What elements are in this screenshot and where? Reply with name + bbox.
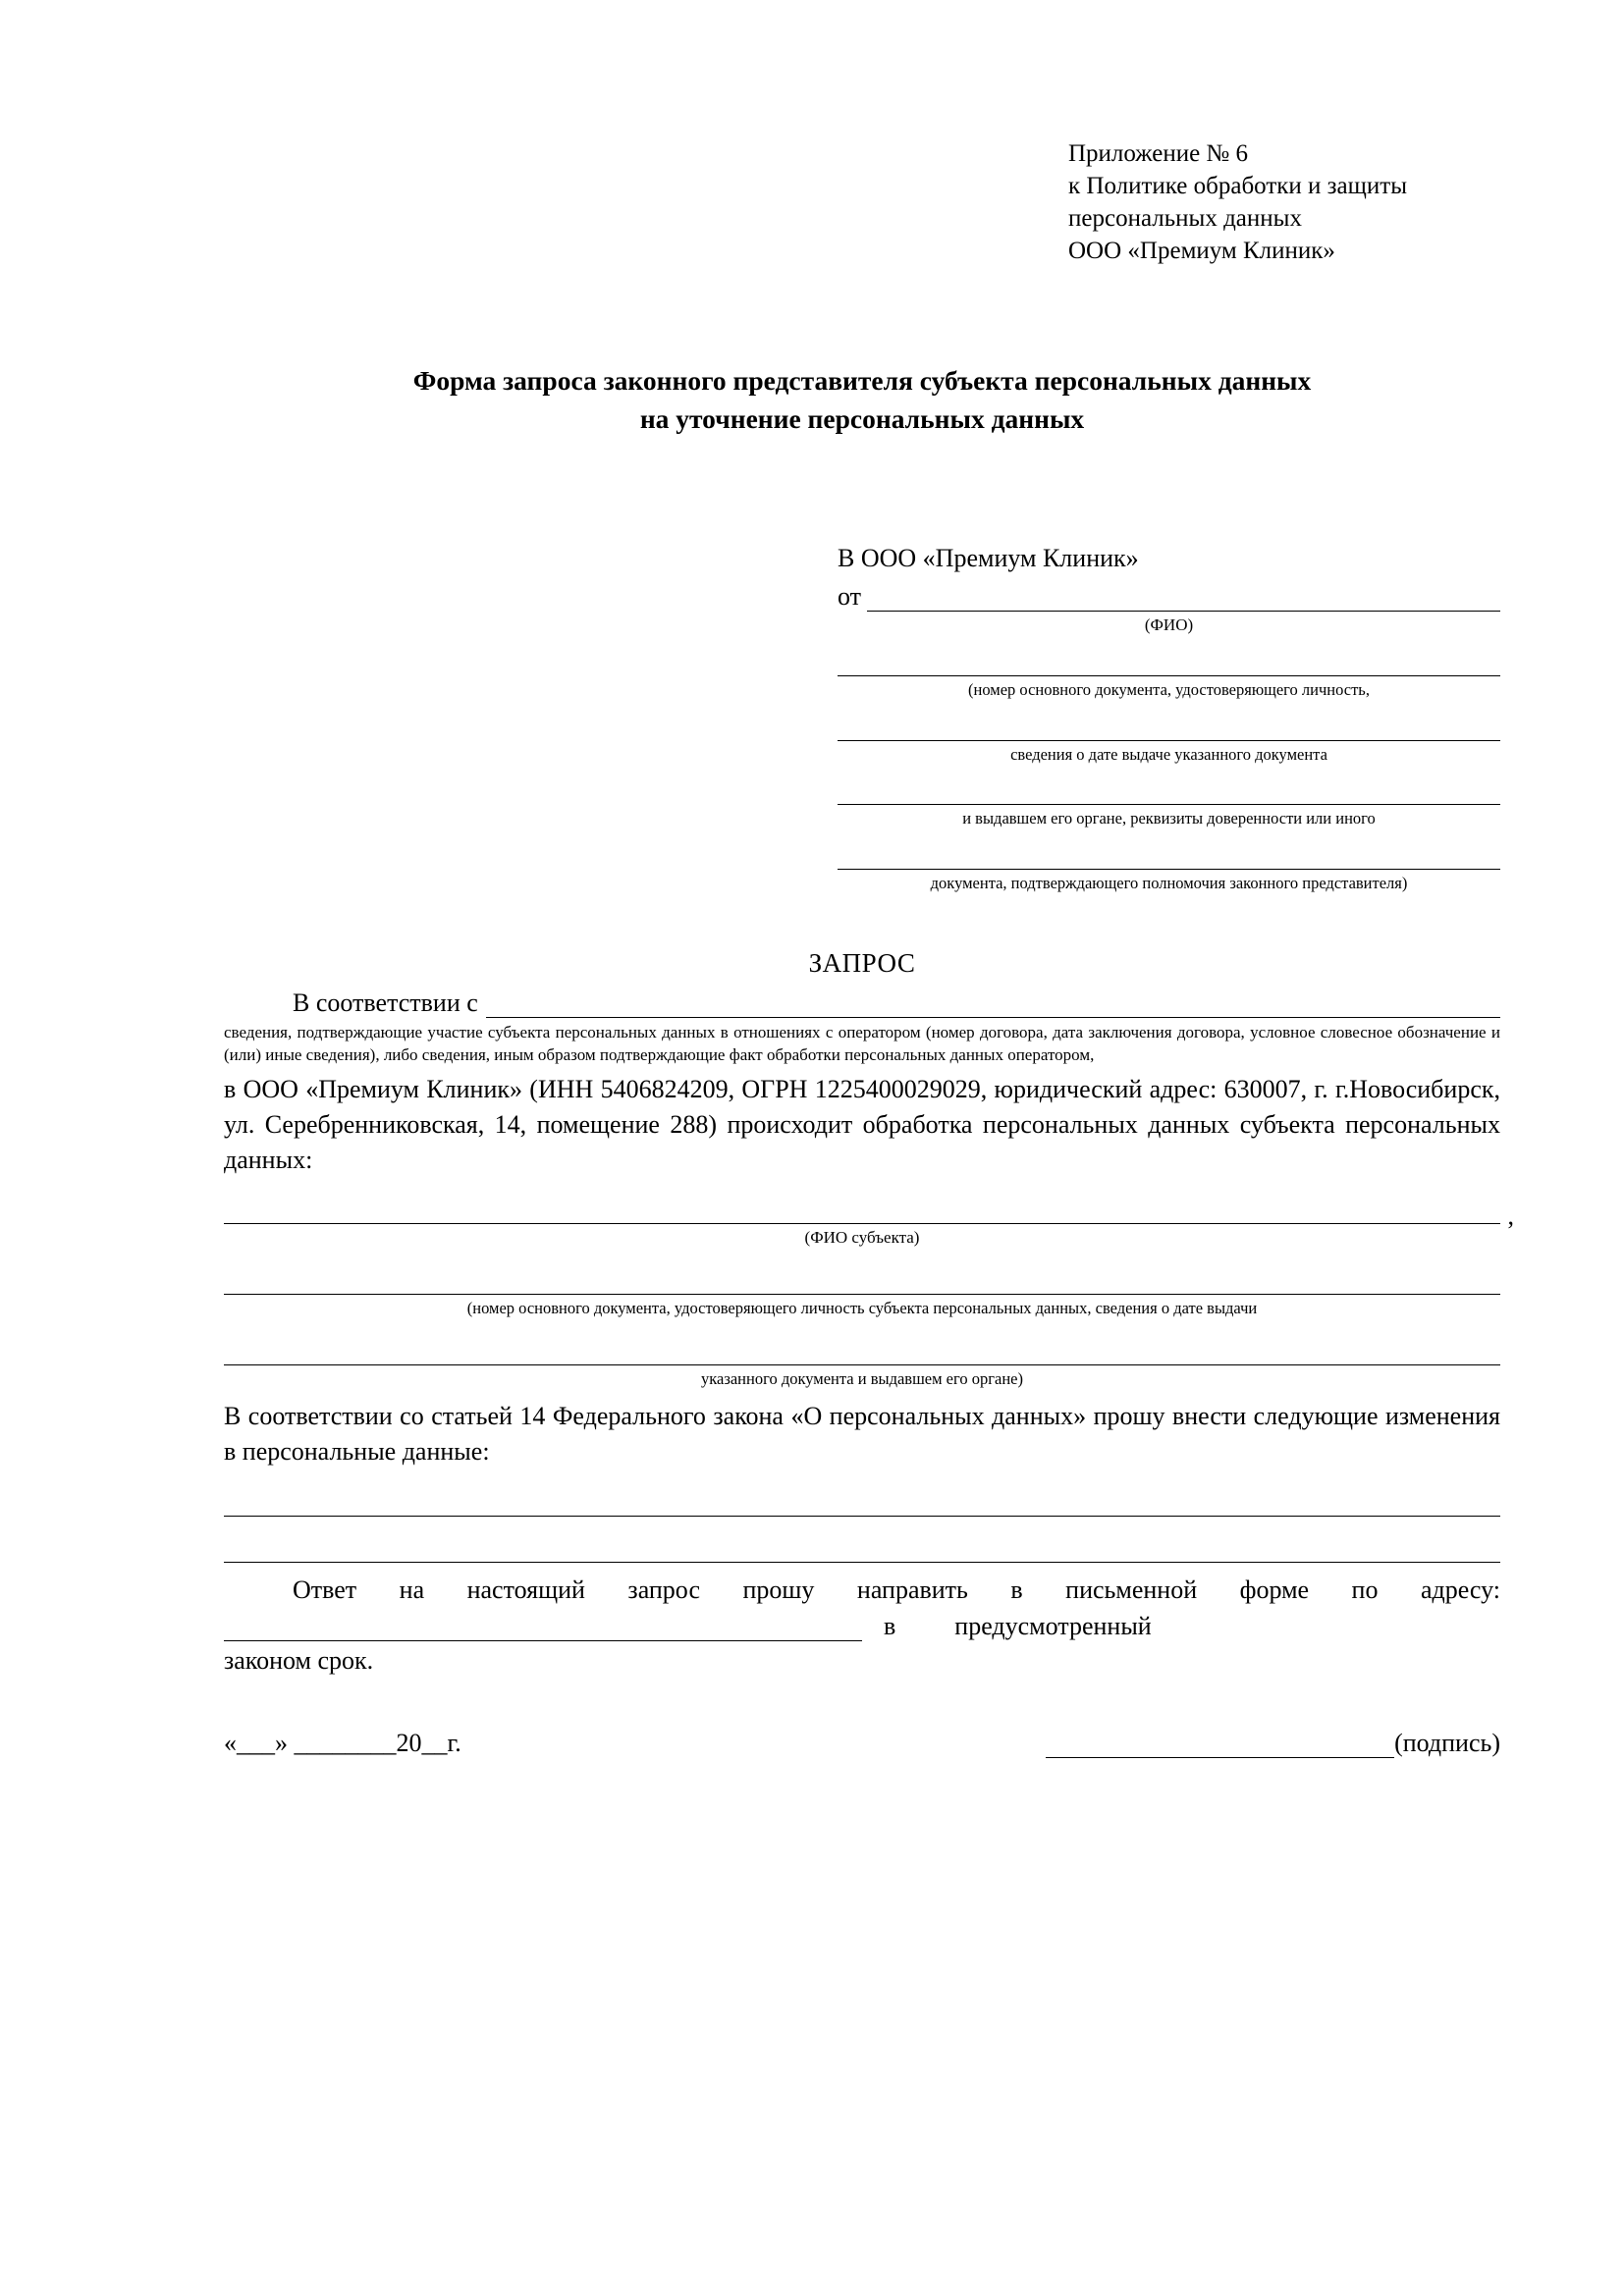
- appendix-header: [1068, 137, 1500, 267]
- subject-fio-comma: ,: [1507, 1201, 1514, 1231]
- signature-fill-line[interactable]: [1046, 1735, 1394, 1758]
- in-accordance-row: [224, 988, 1500, 1018]
- answer-word-predusmotrennyj: предусмотренный: [954, 1612, 1152, 1641]
- changes-fill-line-1[interactable]: [224, 1486, 1500, 1517]
- caption-subject-doc: (номер основного документа, удостоверяющего личность субъекта персональных данных, сведения о дате выдачи: [466, 1299, 1258, 1318]
- article-14-paragraph: В соответствии со статьей 14 Федерального закона «О персональных данных» прошу внести следующие изменения в персональные данные:: [224, 1402, 1500, 1467]
- caption-subject-doc-2: указанного документа и выдавшем его органе): [701, 1368, 1023, 1388]
- page-title-line1: Форма запроса законного представителя субъекта персональных данных: [412, 365, 1312, 396]
- doc-date-fill-line[interactable]: [838, 707, 1500, 741]
- subject-doc-fill-line[interactable]: [224, 1264, 1500, 1295]
- subject-fio-fill-line[interactable]: [224, 1194, 1514, 1231]
- in-accordance-fill-line[interactable]: [486, 995, 1500, 1018]
- answer-word-v: в: [884, 1612, 896, 1641]
- answer-address-paragraph: Ответ на настоящий запрос прошу направить в письменной форме по адресу:: [293, 1575, 1500, 1604]
- caption-doc-date: сведения о дате выдаче указанного документа: [1010, 744, 1327, 764]
- caption-doc-powers: документа, подтверждающего полномочия законного представителя): [930, 873, 1408, 892]
- caption-fio: (ФИО): [1144, 615, 1194, 635]
- signature-label: (подпись): [1394, 1728, 1500, 1757]
- request-heading: ЗАПРОС: [808, 947, 916, 978]
- appendix-number: Приложение № 6: [1068, 140, 1249, 167]
- fio-fill-line[interactable]: [867, 589, 1500, 612]
- caption-doc-organ: и выдавшем его органе, реквизиты доверенности или иного: [962, 809, 1376, 828]
- doc-organ-fill-line[interactable]: [838, 771, 1500, 805]
- doc-number-fill-line[interactable]: [838, 642, 1500, 676]
- in-accordance-label: В соответствии с: [293, 988, 478, 1017]
- subject-doc-fill-line-2[interactable]: [224, 1335, 1500, 1365]
- addressee-block: [838, 544, 1500, 893]
- document-content: [224, 137, 1514, 1758]
- page-title: [224, 361, 1500, 438]
- caption-doc-number: (номер основного документа, удостоверяющего личность,: [968, 680, 1370, 700]
- fineprint-note: сведения, подтверждающие участие субъекта персональных данных в отношениях с оператором (номер договора, дата заключения договора, условное словесное обозначение и (или) иные сведения), либо сведения, иным образом подтверждающие факт обработки персональных данных оператором,: [224, 1022, 1500, 1064]
- answer-address-row: [224, 1612, 1500, 1641]
- doc-powers-fill-line[interactable]: [838, 835, 1500, 870]
- date-field[interactable]: «___» ________20__г.: [224, 1728, 461, 1757]
- answer-term-tail: законом срок.: [224, 1646, 374, 1676]
- changes-fill-line-2[interactable]: [224, 1532, 1500, 1563]
- appendix-org: ООО «Премиум Клиник»: [1068, 238, 1335, 264]
- addressee-organization: В ООО «Премиум Клиник»: [838, 544, 1139, 573]
- appendix-policy-line2: персональных данных: [1068, 205, 1302, 232]
- operator-details-paragraph: в ООО «Премиум Клиник» (ИНН 5406824209, ОГРН 1225400029029, юридический адрес: 630007, г. г.Новосибирск, ул. Серебренниковская, 14, помещение 288) происходит обработка персональных данных субъекта персональных данных:: [224, 1075, 1500, 1175]
- answer-address-fill-line[interactable]: [224, 1617, 862, 1641]
- appendix-policy-line1: к Политике обработки и защиты: [1068, 173, 1408, 199]
- addressee-from-row: [838, 582, 1500, 612]
- from-label: от: [838, 582, 862, 612]
- caption-subject-fio: (ФИО субъекта): [804, 1228, 920, 1248]
- page-title-line2: на уточнение персональных данных: [639, 403, 1085, 435]
- signature-row: [224, 1729, 1500, 1758]
